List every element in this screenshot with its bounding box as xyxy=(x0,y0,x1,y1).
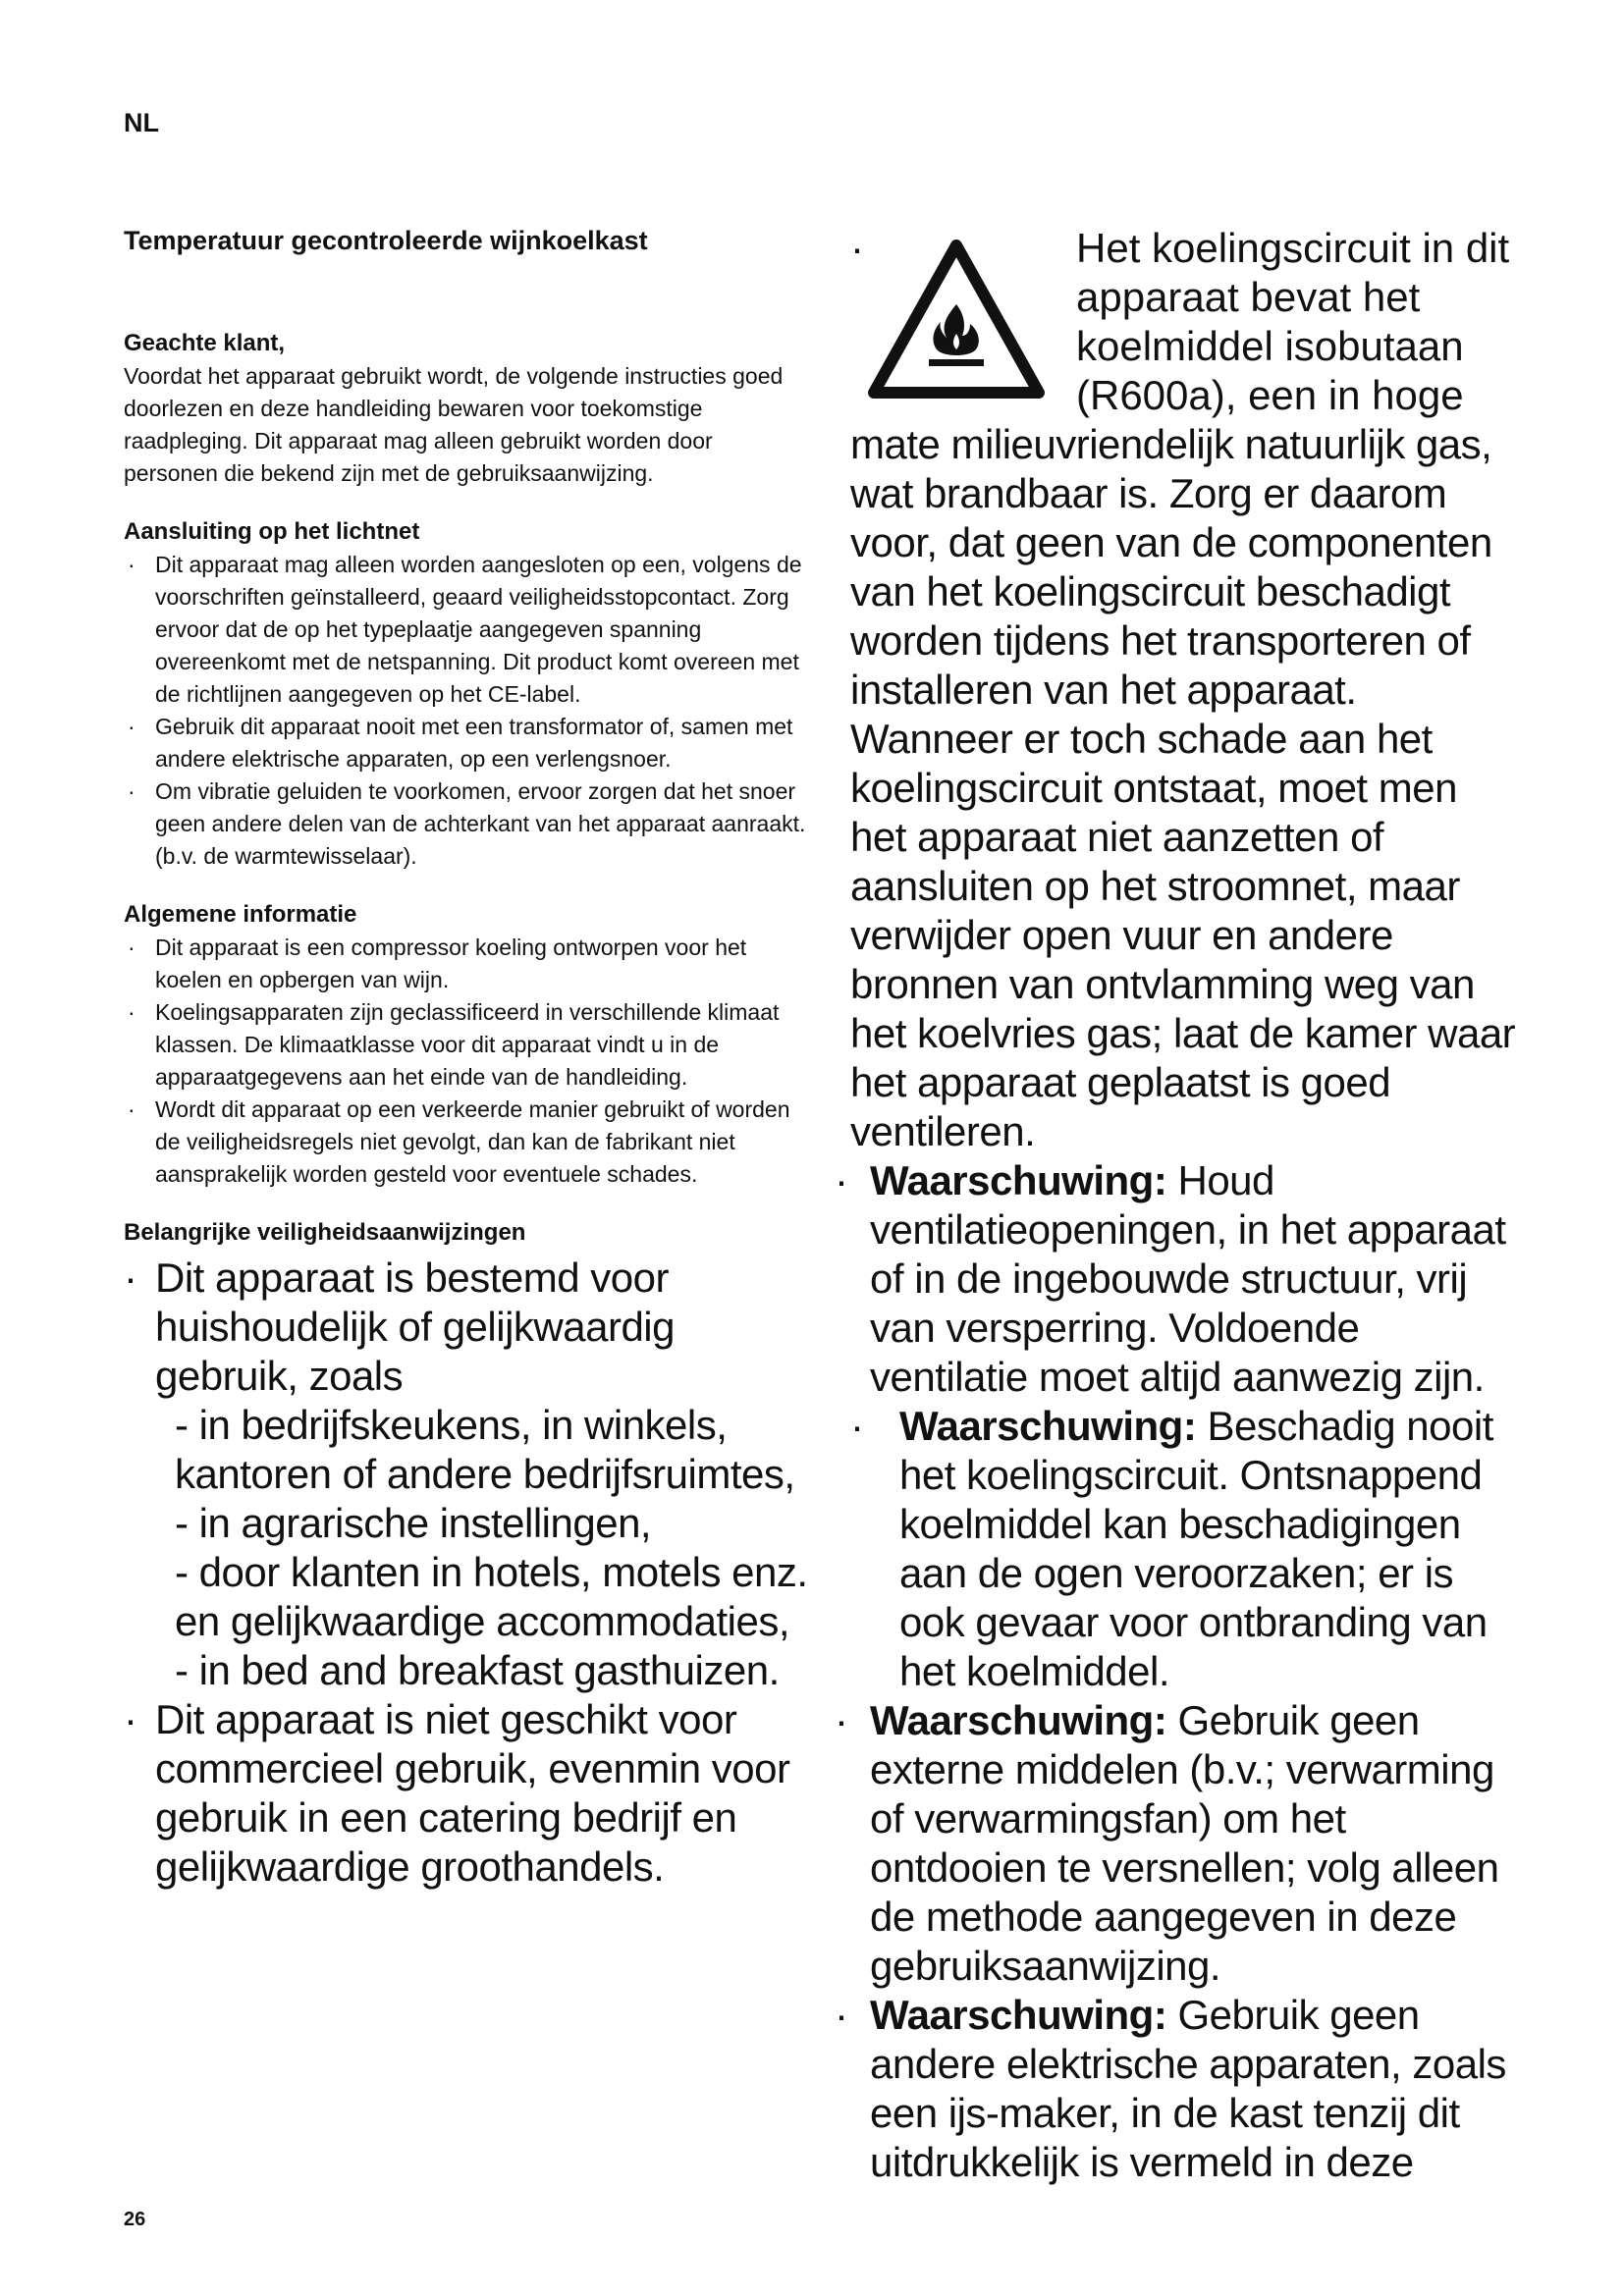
list-item: · Gebruik dit apparaat nooit met een transformator of, samen met andere elektrische apparaten, op een verlengsnoer. xyxy=(128,714,793,772)
bullet: · xyxy=(850,225,864,271)
safety-heading: Belangrijke veiligheidsaanwijzingen xyxy=(124,1219,526,1246)
safety-section xyxy=(124,1216,811,1892)
warning-item: · Waarschuwing: Gebruik geen andere elektrische apparaten, zoals een ijs-maker, in de kast tenzij dit uitdrukkelijk is vermeld in deze xyxy=(835,1992,1506,2185)
flammable-block xyxy=(850,224,1518,420)
language-code: NL xyxy=(124,108,159,137)
list-item: · Koelingsapparaten zijn geclassificeerd in verschillende klimaat klassen. De klimaatklasse voor dit apparaat vindt u in de apparaatgegevens aan het einde van de handleiding. xyxy=(128,999,780,1090)
greeting-heading: Geachte klant, xyxy=(124,330,286,356)
flammable-body: mate milieuvriendelijk natuurlijk gas, wat brandbaar is. Zorg er daarom voor, dat geen van de componenten van het koelingscircuit beschadigt worden tijdens het transporteren of installeren van het apparaat. Wanneer er toch schade aan het koelingscircuit ontstaat, moet men het apparaat niet aanzetten of aansluiten op het stroomnet, maar verwijder open vuur en andere bronnen van ontvlamming weg van het koelvries gas; laat de kamer waar het apparaat geplaatst is goed ventileren. xyxy=(850,421,1516,1154)
flammable-warning-icon xyxy=(868,240,1045,399)
left-column xyxy=(124,226,811,1892)
right-column xyxy=(835,224,1518,2187)
warning-label: Waarschuwing: xyxy=(870,1157,1167,1203)
list-item: · Dit apparaat is een compressor koeling ontworpen voor het koelen en opbergen van wijn. xyxy=(128,934,747,992)
list-item: · Dit apparaat is bestemd voor huishoudelijk of gelijkwaardig gebruik, zoals - in bedrijfskeukens, in winkels, kantoren of andere bedrijfsruimtes, - in agrarische instellingen, - door klanten in hotels, motels enz. en gelijkwaardige accommodaties, - in bed and breakfast gasthuizen. xyxy=(124,1254,811,1695)
mains-heading: Aansluiting op het lichtnet xyxy=(124,518,420,545)
list-item: · Om vibratie geluiden te voorkomen, ervoor zorgen dat het snoer geen andere delen van de achterkant van het apparaat aanraakt. (b.v. de warmtewisselaar). xyxy=(128,778,806,869)
sub-item: - door klanten in hotels, motels enz. en gelijkwaardige accommodaties, xyxy=(175,1549,808,1644)
list-item: · Dit apparaat is niet geschikt voor commercieel gebruik, evenmin voor gebruik in een catering bedrijf en gelijkwaardige groothandels. xyxy=(124,1696,790,1890)
sub-item: - in bed and breakfast gasthuizen. xyxy=(175,1647,780,1693)
general-heading: Algemene informatie xyxy=(124,901,357,928)
warning-label: Waarschuwing: xyxy=(870,1992,1167,2038)
sub-item: - in agrarische instellingen, xyxy=(175,1500,652,1546)
list-item: · Dit apparaat mag alleen worden aangesloten op een, volgens de voorschriften geïnstalleerd, geaard veiligheidsstopcontact. Zorg ervoor dat de op het typeplaatje aangegeven spanning overeenkomt met de netspanning. Dit product komt overeen met de richtlijnen aangegeven op het CE-label. xyxy=(128,552,802,707)
warning-label: Waarschuwing: xyxy=(899,1403,1197,1449)
flammable-intro: Het koelingscircuit in dit apparaat bevat het koelmiddel isobutaan (R600a), een in hoge xyxy=(1076,225,1510,418)
warning-item: · Waarschuwing: Houd ventilatieopeningen, in het apparaat of in de ingebouwde structuur, vrij van versperring. Voldoende ventilatie moet altijd aanwezig zijn. xyxy=(835,1157,1506,1400)
sub-item: - in bedrijfskeukens, in winkels, kantoren of andere bedrijfsruimtes, xyxy=(175,1402,795,1497)
greeting-text: Voordat het apparaat gebruikt wordt, de volgende instructies goed doorlezen en deze handleiding bewaren voor toekomstige raadpleging. Dit apparaat mag alleen gebruikt worden door personen die bekend zijn met de gebruiksaanwijzing. xyxy=(124,363,784,486)
warning-item: · Waarschuwing: Beschadig nooit het koelingscircuit. Ontsnappend koelmiddel kan beschadigingen aan de ogen veroorzaken; er is ook gevaar voor ontbranding van het koelmiddel. xyxy=(850,1403,1493,1694)
page-number: 26 xyxy=(124,2209,146,2230)
page-title: Temperatuur gecontroleerde wijnkoelkast xyxy=(124,226,648,255)
mains-section xyxy=(124,515,811,873)
general-section xyxy=(124,898,811,1191)
warning-label: Waarschuwing: xyxy=(870,1697,1167,1743)
warning-item: · Waarschuwing: Gebruik geen externe middelen (b.v.; verwarming of verwarmingsfan) om het ontdooien te versnellen; volg alleen de methode aangegeven in deze gebruiksaanwijzing. xyxy=(835,1697,1499,1989)
list-item: · Wordt dit apparaat op een verkeerde manier gebruikt of worden de veiligheidsregels niet gevolgt, dan kan de fabrikant niet aansprakelijk worden gesteld voor eventuele schades. xyxy=(128,1096,790,1187)
